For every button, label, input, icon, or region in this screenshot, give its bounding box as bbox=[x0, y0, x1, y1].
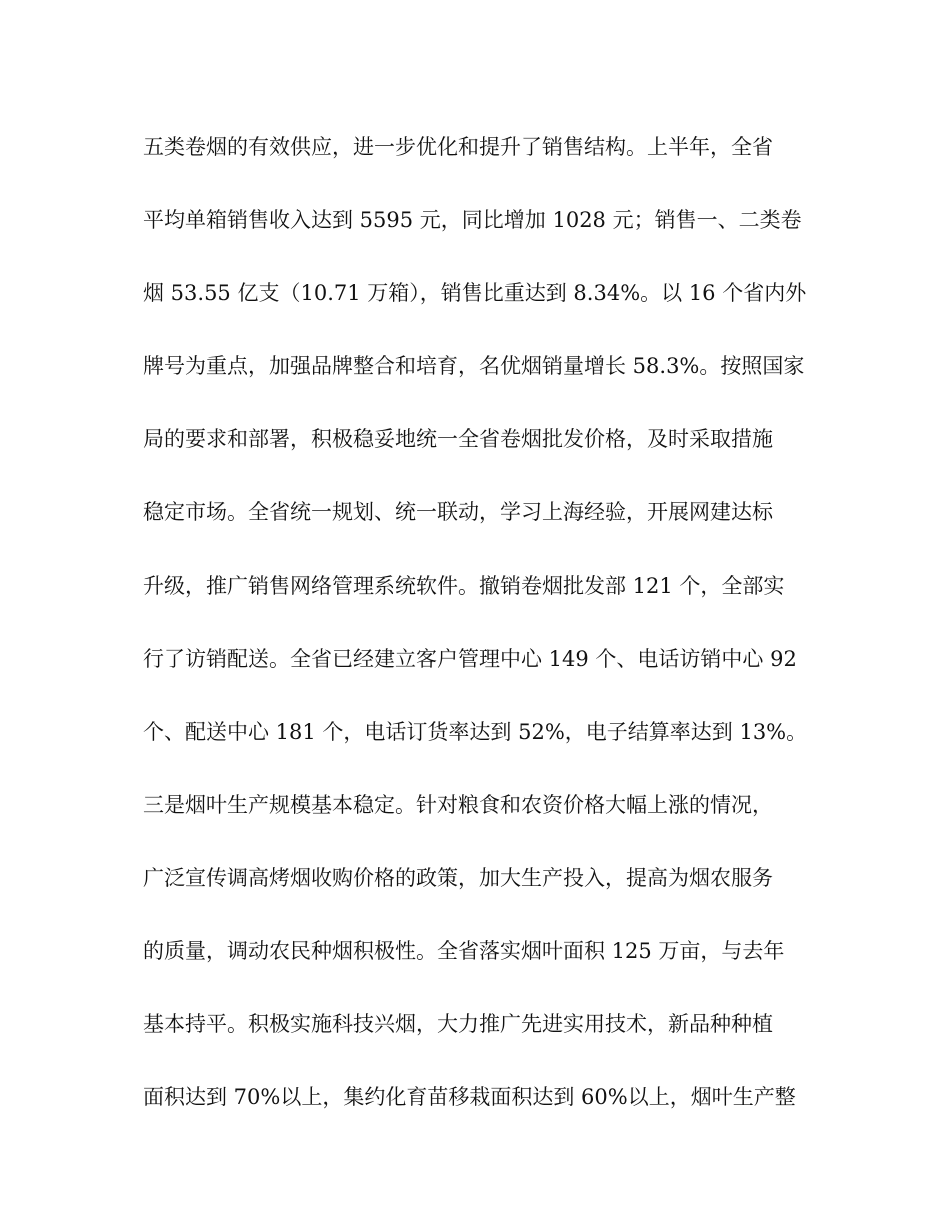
text-line-1: 五类卷烟的有效供应，进一步优化和提升了销售结构。上半年，全省 bbox=[143, 135, 773, 159]
text-line-11: 广泛宣传调高烤烟收购价格的政策，加大生产投入，提高为烟农服务 bbox=[143, 865, 773, 890]
text-line-12: 的质量，调动农民种烟积极性。全省落实烟叶面积 125 万亩，与去年 bbox=[143, 939, 785, 964]
text-line-6: 稳定市场。全省统一规划、统一联动，学习上海经验，开展网建达标 bbox=[143, 500, 773, 525]
text-line-4: 牌号为重点，加强品牌整合和培育，名优烟销量增长 58.3%。按照国家 bbox=[143, 354, 805, 379]
body-text bbox=[143, 123, 823, 1146]
text-line-13: 基本持平。积极实施科技兴烟，大力推广先进实用技术，新品种种植 bbox=[143, 1012, 773, 1037]
text-line-8: 行了访销配送。全省已经建立客户管理中心 149 个、电话访销中心 92 bbox=[143, 646, 797, 671]
text-line-2: 平均单箱销售收入达到 5595 元，同比增加 1028 元；销售一、二类卷 bbox=[143, 208, 802, 233]
text-line-7: 升级，推广销售网络管理系统软件。撤销卷烟批发部 121 个，全部实 bbox=[143, 573, 785, 598]
text-line-5: 局的要求和部署，积极稳妥地统一全省卷烟批发价格，及时采取措施 bbox=[143, 427, 773, 452]
text-line-14: 面积达到 70%以上，集约化育苗移栽面积达到 60%以上，烟叶生产整 bbox=[143, 1085, 796, 1110]
text-line-9: 个、配送中心 181 个，电话订货率达到 52%，电子结算率达到 13%。 bbox=[143, 719, 808, 744]
text-line-3: 烟 53.55 亿支（10.71 万箱），销售比重达到 8.34%。以 16 个省内外 bbox=[143, 281, 807, 306]
text-line-10: 三是烟叶生产规模基本稳定。针对粮食和农资价格大幅上涨的情况， bbox=[143, 792, 773, 817]
